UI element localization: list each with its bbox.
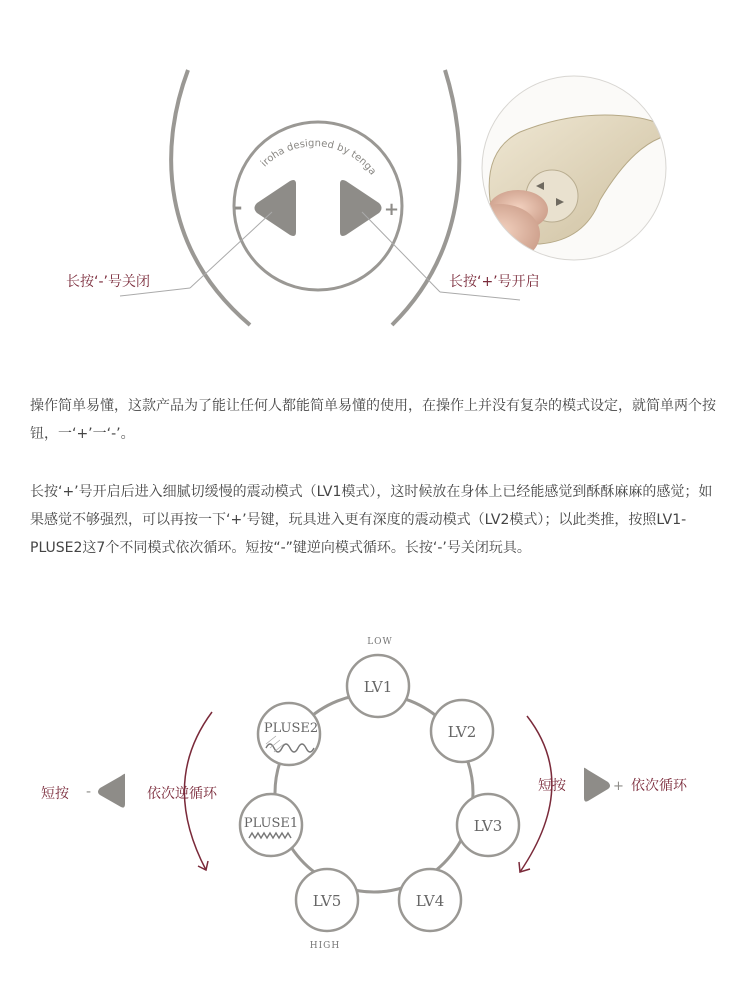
- mode-lv5: [296, 869, 358, 931]
- left-cycle-label: 依次逆循环: [147, 786, 217, 802]
- forward-cycle-arrow: [519, 716, 552, 872]
- hold-plus-label: 长按‘+’号开启: [449, 274, 540, 290]
- left-minus-symbol: -: [86, 784, 92, 800]
- high-label: HIGH: [309, 941, 341, 951]
- mode-lv3: [457, 794, 519, 856]
- mode-lv2: [431, 700, 493, 762]
- svg-text:LV3: LV3: [473, 817, 503, 835]
- callout-line-plus: [440, 292, 520, 300]
- mode-pluse2: [258, 703, 320, 765]
- svg-text:LV4: LV4: [415, 892, 445, 910]
- mode-lv1: [347, 655, 409, 717]
- plus-button-icon: [584, 768, 610, 802]
- minus-button-icon: [98, 774, 125, 808]
- right-plus-symbol: +: [613, 779, 624, 794]
- left-short-press-label: 短按: [41, 786, 69, 802]
- right-cycle-label: 依次循环: [631, 778, 687, 794]
- svg-text:LV5: LV5: [312, 892, 342, 910]
- svg-text:PLUSE2: PLUSE2: [263, 721, 319, 736]
- low-label: LOW: [367, 637, 393, 647]
- brand-text: iroha designed by tenga: [259, 138, 378, 178]
- mode-lv4: [399, 869, 461, 931]
- description-paragraph-1: 操作简单易懂，这款产品为了能让任何人都能简单易懂的使用，在操作上并没有复杂的模式设定，就简单两个按钮，一‘+’一‘-’。: [30, 398, 716, 442]
- plus-symbol: +: [384, 199, 400, 220]
- mode-pluse1: [240, 794, 302, 856]
- plus-button[interactable]: [340, 180, 382, 236]
- svg-text:PLUSE1: PLUSE1: [243, 816, 299, 831]
- svg-text:LV1: LV1: [363, 678, 393, 696]
- minus-symbol: -: [234, 195, 243, 219]
- right-short-press-label: 短按: [538, 778, 566, 794]
- mode-cycle-diagram: [0, 610, 750, 1001]
- callout-line-minus: [190, 212, 272, 288]
- device-button-diagram: [0, 0, 750, 340]
- minus-button[interactable]: [255, 180, 297, 236]
- svg-text:LV2: LV2: [447, 723, 477, 741]
- hold-minus-label: 长按‘-’号关闭: [66, 274, 150, 290]
- description-paragraph-2: 长按‘+’号开启后进入细腻切缓慢的震动模式（LV1模式），这时候放在身体上已经能感觉到酥酥麻麻的感觉；如果感觉不够强烈，可以再按一下‘+’号键，玩具进入更有深度的震动模式（LV2模式）；以此类推，按照LV1-PLUSE2这7个不同模式依次循环。短按“-”键逆向模式循环。长按‘-’号关闭玩具。: [30, 484, 713, 556]
